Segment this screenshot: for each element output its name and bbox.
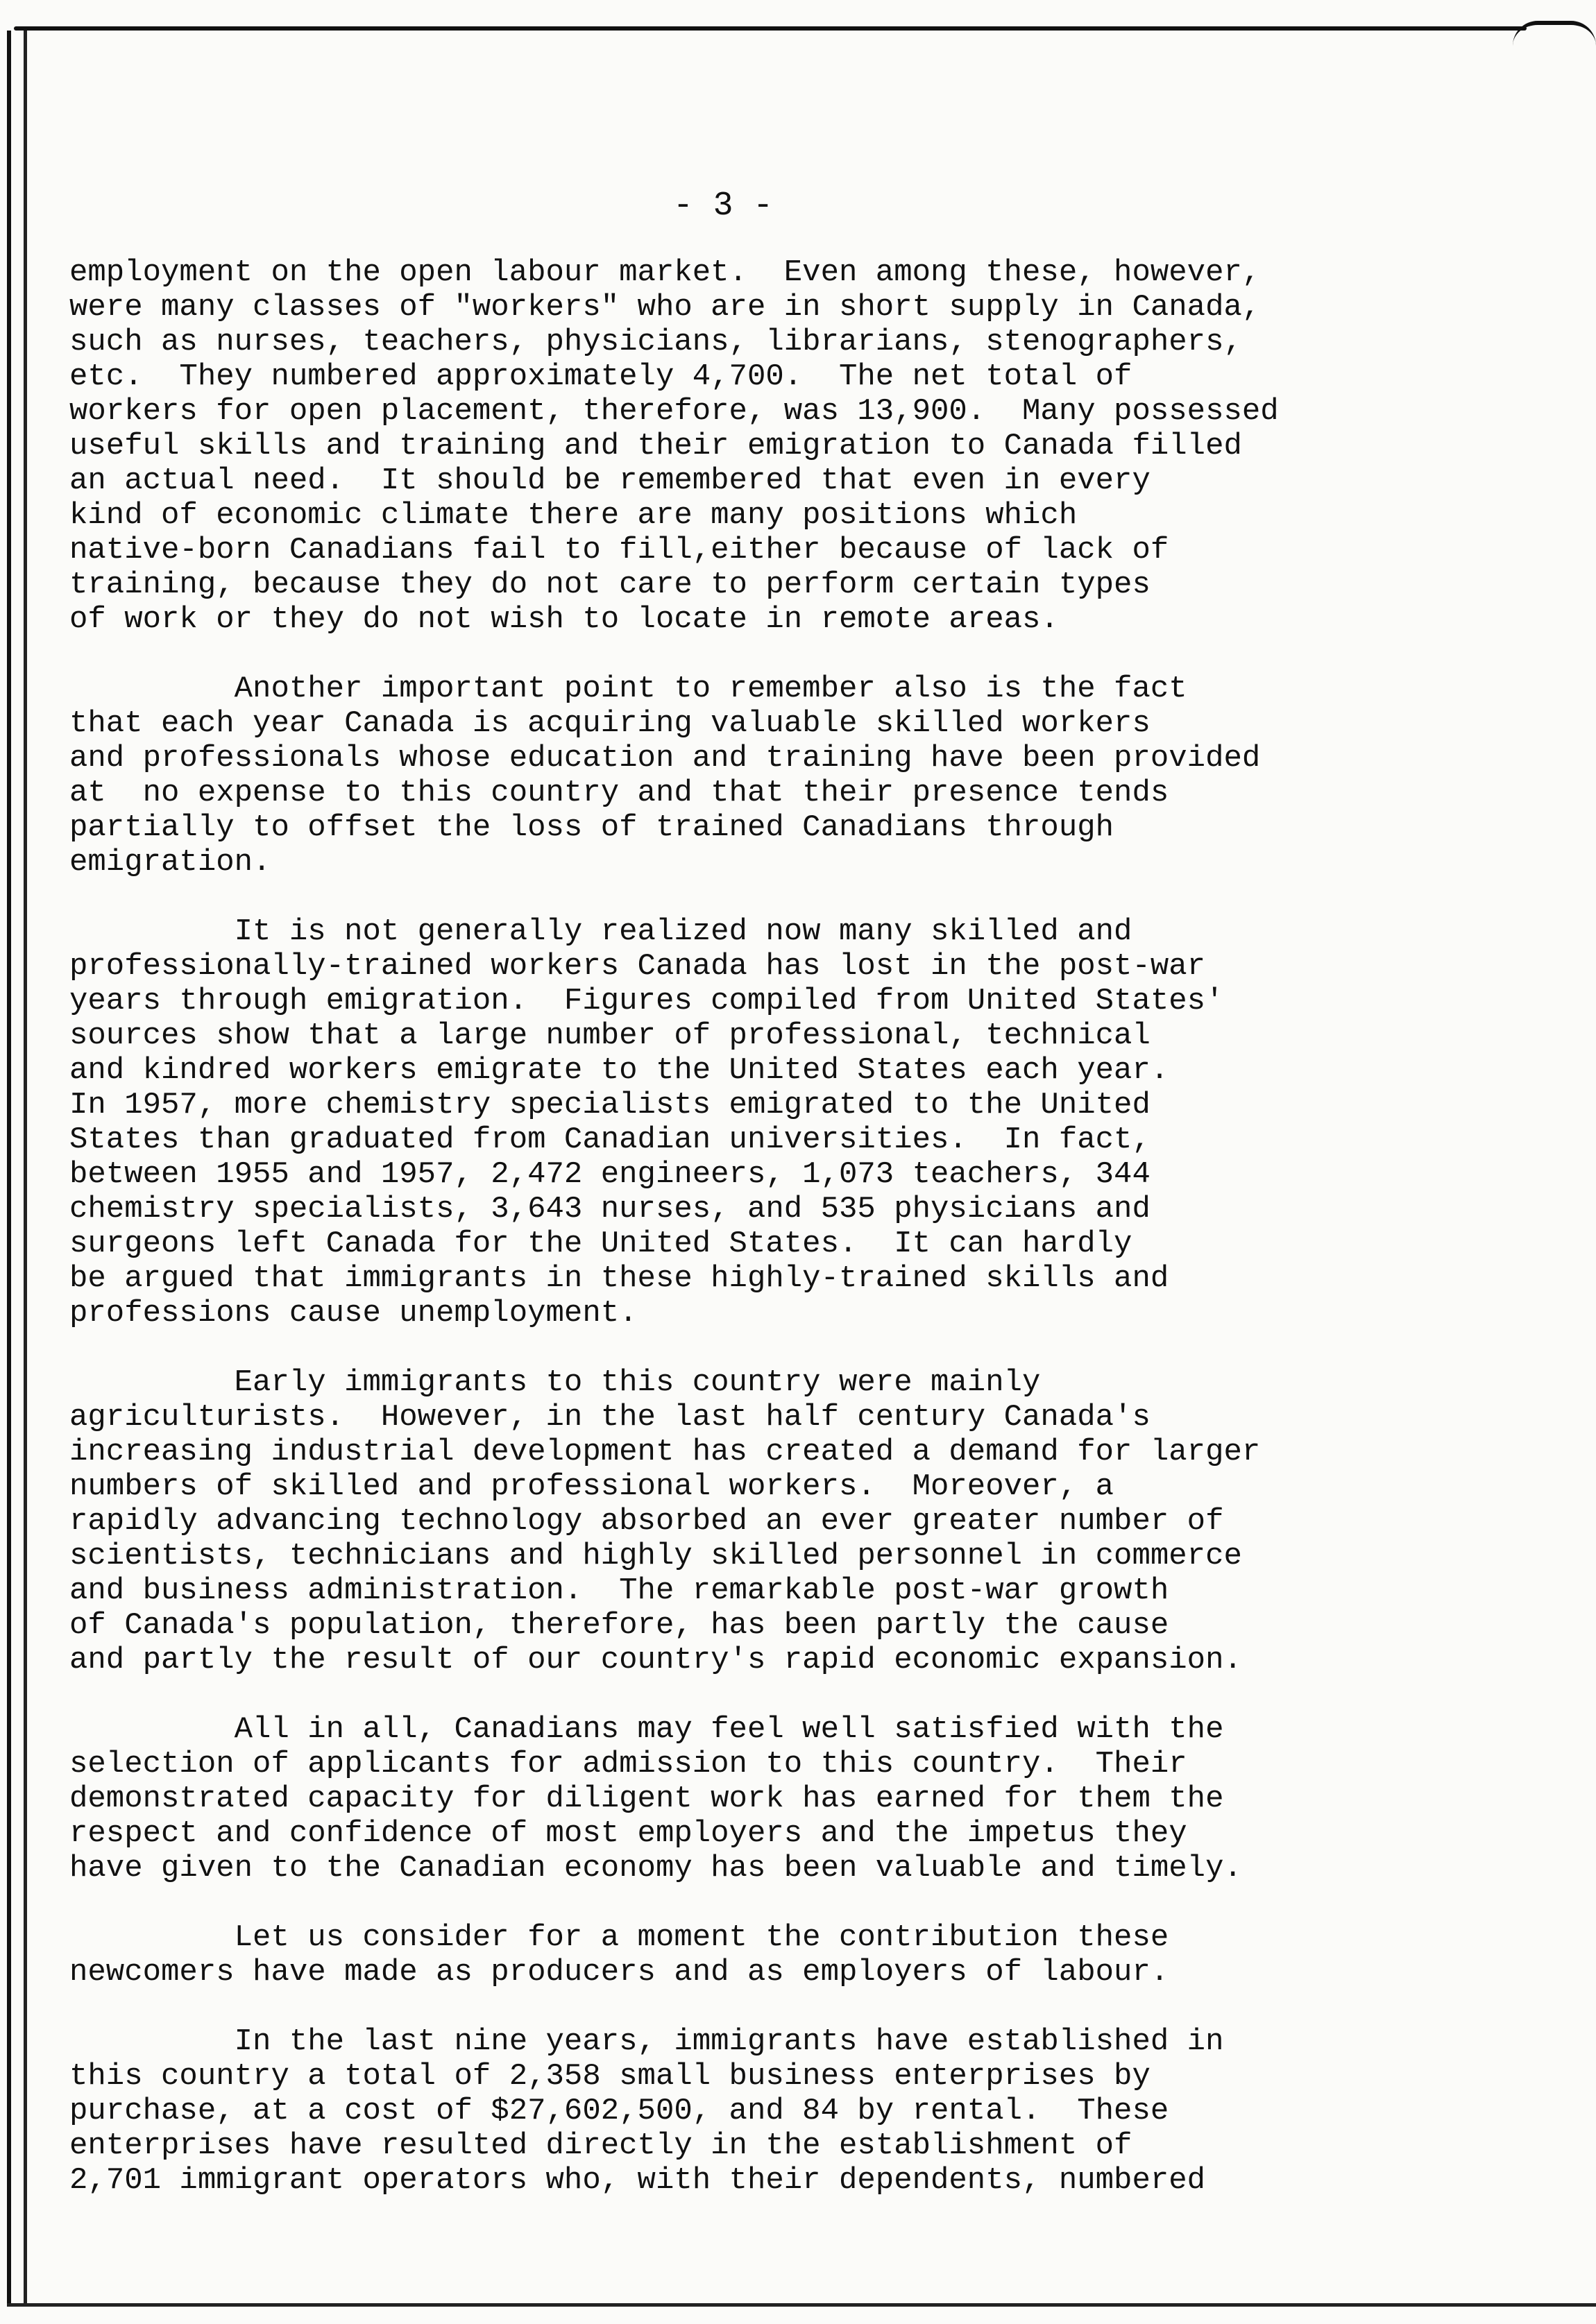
text-line: professionally-trained workers Canada has lost in the post-war (69, 949, 1206, 984)
text-line: this country a total of 2,358 small business enterprises by (69, 2059, 1151, 2094)
page-border-left-inner (24, 31, 27, 2306)
text-line: and partly the result of our country's rapid economic expansion. (69, 1643, 1242, 1677)
text-line: sources show that a large number of professional, technical (69, 1018, 1151, 1053)
text-line: useful skills and training and their emigration to Canada filled (69, 429, 1242, 463)
page-border-left (7, 31, 11, 2306)
page-border-curl (1513, 21, 1596, 46)
text-line: partially to offset the loss of trained Canadians through (69, 810, 1114, 845)
body-text (69, 255, 1540, 2232)
paragraph (69, 2024, 1540, 2198)
text-line: of Canada's population, therefore, has been partly the cause (69, 1608, 1169, 1643)
text-line: All in all, Canadians may feel well satisfied with the (69, 1712, 1224, 1747)
text-line: rapidly advancing technology absorbed an ever greater number of (69, 1504, 1224, 1539)
text-line: newcomers have made as producers and as employers of labour. (69, 1955, 1169, 1990)
text-line: were many classes of "workers" who are in short supply in Canada, (69, 290, 1261, 325)
paragraph (69, 672, 1540, 880)
paragraph (69, 1712, 1540, 1886)
page-border-top (14, 26, 1527, 31)
text-line: Another important point to remember also is the fact (69, 672, 1187, 706)
text-line: etc. They numbered approximately 4,700. The net total of (69, 359, 1132, 394)
text-line: and kindred workers emigrate to the United States each year. (69, 1053, 1169, 1088)
text-line: Let us consider for a moment the contribution these (69, 1920, 1169, 1955)
text-line: demonstrated capacity for diligent work has earned for them the (69, 1782, 1224, 1816)
paragraph (69, 914, 1540, 1331)
text-line: an actual need. It should be remembered that even in every (69, 463, 1151, 498)
text-line: have given to the Canadian economy has been valuable and timely. (69, 1851, 1242, 1886)
text-line: at no expense to this country and that their presence tends (69, 776, 1169, 810)
text-line: of work or they do not wish to locate in remote areas. (69, 602, 1059, 637)
paragraph (69, 1365, 1540, 1677)
page-border-bottom (7, 2303, 1596, 2307)
text-line: purchase, at a cost of $27,602,500, and 84 by rental. These (69, 2094, 1169, 2128)
text-line: In 1957, more chemistry specialists emigrated to the United (69, 1088, 1151, 1122)
text-line: In the last nine years, immigrants have established in (69, 2024, 1224, 2059)
text-line: professions cause unemployment. (69, 1296, 638, 1331)
text-line: kind of economic climate there are many positions which (69, 498, 1078, 533)
text-line: such as nurses, teachers, physicians, librarians, stenographers, (69, 325, 1242, 359)
paragraph (69, 1920, 1540, 1990)
text-line: respect and confidence of most employers and the impetus they (69, 1816, 1187, 1851)
text-line: employment on the open labour market. Even among these, however, (69, 255, 1261, 290)
text-line: training, because they do not care to perform certain types (69, 567, 1151, 602)
text-line: scientists, technicians and highly skilled personnel in commerce (69, 1539, 1242, 1573)
text-line: enterprises have resulted directly in the establishment of (69, 2128, 1132, 2163)
text-line: years through emigration. Figures compiled from United States' (69, 984, 1224, 1018)
text-line: 2,701 immigrant operators who, with their dependents, numbered (69, 2163, 1206, 2198)
text-line: chemistry specialists, 3,643 nurses, and 535 physicians and (69, 1192, 1151, 1227)
text-line: Early immigrants to this country were mainly (69, 1365, 1041, 1400)
text-line: States than graduated from Canadian universities. In fact, (69, 1122, 1151, 1157)
text-line: and business administration. The remarkable post-war growth (69, 1573, 1169, 1608)
text-line: between 1955 and 1957, 2,472 engineers, 1,073 teachers, 344 (69, 1157, 1151, 1192)
text-line: that each year Canada is acquiring valuable skilled workers (69, 706, 1151, 741)
text-line: emigration. (69, 845, 271, 880)
text-line: agriculturists. However, in the last half century Canada's (69, 1400, 1151, 1435)
page-number: - 3 - (673, 187, 774, 225)
text-line: increasing industrial development has created a demand for larger (69, 1435, 1261, 1469)
text-line: be argued that immigrants in these highly-trained skills and (69, 1261, 1169, 1296)
paragraph (69, 255, 1540, 637)
text-line: It is not generally realized now many skilled and (69, 914, 1132, 949)
text-line: surgeons left Canada for the United States. It can hardly (69, 1227, 1132, 1261)
text-line: and professionals whose education and training have been provided (69, 741, 1261, 776)
text-line: numbers of skilled and professional workers. Moreover, a (69, 1469, 1114, 1504)
text-line: workers for open placement, therefore, was 13,900. Many possessed (69, 394, 1279, 429)
text-line: selection of applicants for admission to this country. Their (69, 1747, 1187, 1782)
text-line: native-born Canadians fail to fill,either because of lack of (69, 533, 1169, 567)
